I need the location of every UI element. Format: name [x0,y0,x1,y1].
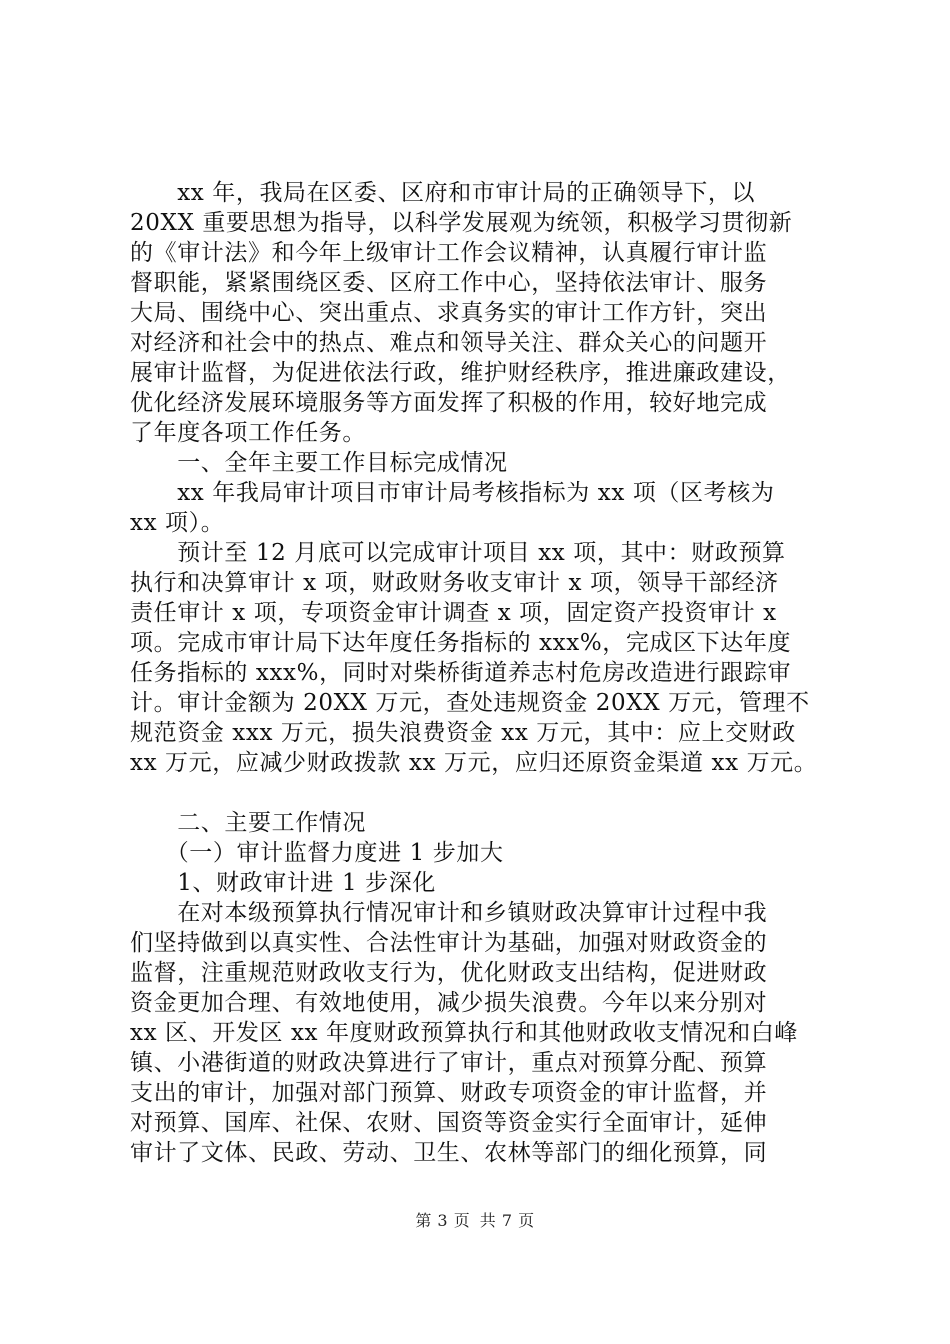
text-line: 了年度各项工作任务。 [130,420,366,446]
text-line: xx 万元，应减少财政拨款 xx 万元，应归还原资金渠道 xx 万元。 [130,750,818,776]
text-line: 对经济和社会中的热点、难点和领导关注、群众关心的问题开 [130,330,768,356]
text-line: 规范资金 xxx 万元，损失浪费资金 xx 万元，其中：应上交财政 [130,720,796,746]
text-line: xx 区、开发区 xx 年度财政预算执行和其他财政收支情况和白峰 [130,1020,799,1046]
text-line: 计。审计金额为 20XX 万元，查处违规资金 20XX 万元，管理不 [130,690,810,716]
text-line: xx 年我局审计项目市审计局考核指标为 xx 项（区考核为 [130,480,775,506]
text-line: 监督，注重规范财政收支行为，优化财政支出结构，促进财政 [130,960,768,986]
document-body [130,178,836,1168]
text-line: 大局、围绕中心、突出重点、求真务实的审计工作方针，突出 [130,300,768,326]
text-line: （一）审计监督力度进 1 步加大 [130,840,504,866]
text-line: 责任审计 x 项，专项资金审计调查 x 项，固定资产投资审计 x [130,600,777,626]
text-line: 资金更加合理、有效地使用，减少损失浪费。今年以来分别对 [130,990,768,1016]
text-line: 督职能，紧紧围绕区委、区府工作中心，坚持依法审计、服务 [130,270,768,296]
text-line: 执行和决算审计 x 项，财政财务收支审计 x 项，领导干部经济 [130,570,779,596]
text-line: 展审计监督，为促进依法行政，维护财经秩序，推进廉政建设， [130,360,791,386]
blank-line [130,778,836,808]
text-line: 预计至 12 月底可以完成审计项目 xx 项，其中：财政预算 [130,540,786,566]
page-number: 第 3 页 [415,1211,471,1230]
text-line: 1、财政审计进 1 步深化 [130,870,436,896]
text-line: 支出的审计，加强对部门预算、财政专项资金的审计监督，并 [130,1080,768,1106]
text-line: 在对本级预算执行情况审计和乡镇财政决算审计过程中我 [130,900,768,926]
text-line: 项。完成市审计局下达年度任务指标的 xxx%，完成区下达年度 [130,630,792,656]
text-line: 二、主要工作情况 [130,810,366,836]
text-line: xx 年，我局在区委、区府和市审计局的正确领导下，以 [130,180,756,206]
text-line: 任务指标的 xxx%，同时对柴桥街道养志村危房改造进行跟踪审 [130,660,792,686]
text-line: 20XX 重要思想为指导，以科学发展观为统领，积极学习贯彻新 [130,210,793,236]
text-line: 镇、小港街道的财政决算进行了审计，重点对预算分配、预算 [130,1050,768,1076]
text-line: 审计了文体、民政、劳动、卫生、农林等部门的细化预算，同 [130,1140,768,1166]
text-line: 们坚持做到以真实性、合法性审计为基础，加强对财政资金的 [130,930,768,956]
text-line: 一、全年主要工作目标完成情况 [130,450,508,476]
text-line: 优化经济发展环境服务等方面发挥了积极的作用，较好地完成 [130,390,768,416]
page-total: 共 7 页 [479,1211,535,1230]
text-line: 对预算、国库、社保、农财、国资等资金实行全面审计，延伸 [130,1110,768,1136]
text-line: 的《审计法》和今年上级审计工作会议精神，认真履行审计监 [130,240,768,266]
text-line: xx 项）。 [130,510,225,536]
page-footer [0,1208,950,1231]
